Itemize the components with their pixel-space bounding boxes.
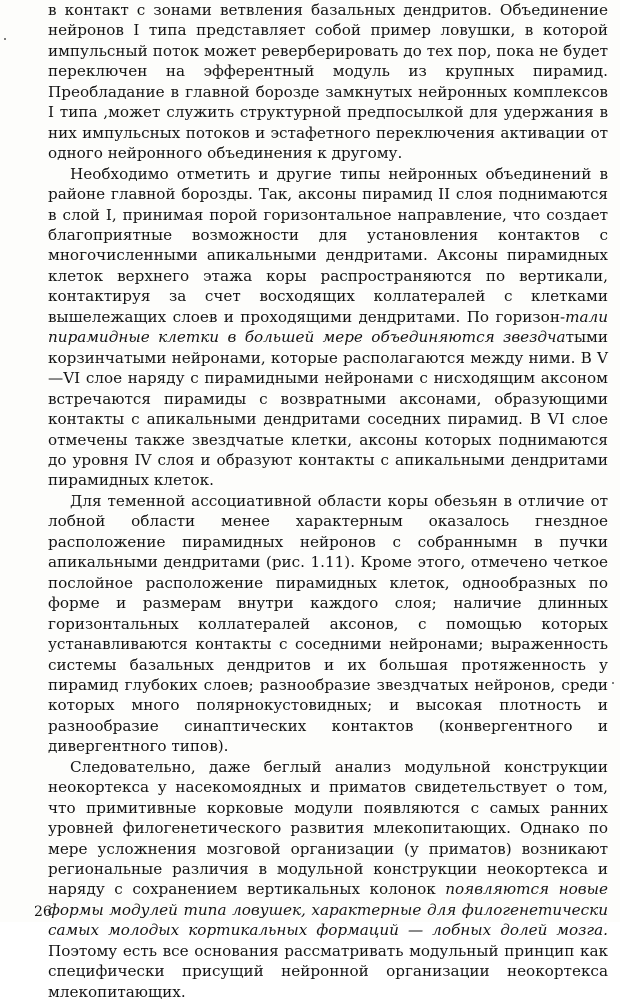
- paragraph-1: [48, 0, 608, 164]
- paragraph-2-text-b: тыми корзинчатыми нейронами, которые располагаются между ними. В V—VI слое наряду с пирамидными нейронами с нисходящим аксоном встречаются пирамиды с возвратными аксонами, образующими контакты с апикальными дендритами соседних пирамид. В VI слое отмечены также звездчатые клетки, аксоны которых поднимаются до уровня IV слоя и образуют контакты с апикальными дендритами пирамидных клеток.: [48, 328, 608, 490]
- paragraph-2-italic-text: тали пирамидные клетки в большей мере объединяются звездча: [48, 307, 608, 347]
- scan-speck: [4, 38, 6, 40]
- paragraph-4-text-a: Следовательно, даже беглый анализ модульной конструкции неокортекса у насекомоядных и приматов свидетельствует о том, что примитивные корковые модули появляются с самых ранних уровней филогенетического развития млекопитающих. Однако по мере усложнения мозговой организации (у приматов) возникают региональные различия в модульной конструкции неокортекса и наряду с сохранением вертикальных колонок: [48, 757, 608, 899]
- paragraph-2-text-a: Необходимо отметить и другие типы нейронных объединений в районе главной борозды. Так, аксоны пирамид II слоя поднимаются в слой I, принимая порой горизонтальное направление, что создает благоприятные возможности для установления контактов с многочисленными апикальными дендритами. Аксоны пирамидных клеток верхнего этажа коры распространяются по вертикали, контактируя за счет восходящих коллатералей с клетками вышележащих слоев и проходящими дендритами. По горизон-: [48, 164, 608, 326]
- scan-speck: [612, 682, 614, 684]
- paragraph-4: [48, 757, 608, 1002]
- paragraph-4-italic-text: появляются новые формы модулей типа ловушек, характерные для филогенетически самых молодых кортикальных формаций — лобных долей мозга.: [48, 880, 608, 940]
- paragraph-3-text: Для теменной ассоциативной области коры обезьян в отличие от лобной области менее характерным оказалось гнездное расположение пирамидных нейронов с собраннымн в пучки апикальными дендритами (рис. 1.11). Кроме этого, отмечено четкое послойное расположение пирамидных клеток, однообразных по форме и размерам внутри каждого слоя; наличие длинных горизонтальных коллатералей аксонов, с помощью которых устанавливаются контакты с соседними нейронами; выраженность системы базальных дендритов и их большая протяженность у пирамид глубоких слоев; разнообразие звездчатых нейронов, среди которых много полярнокустовидных; и высокая плотность и разнообразие синаптических контактов (конвергентного и дивергентного типов).: [48, 491, 608, 756]
- page-number: 26: [34, 904, 52, 920]
- body-text: [48, 0, 608, 1002]
- paragraph-3: [48, 491, 608, 757]
- paragraph-4-text-b: Поэтому есть все основания рассматривать модульный принцип как специфически присущий нейронной организации неокортекса млекопитающих.: [48, 941, 608, 1001]
- paragraph-1-text: в контакт с зонами ветвления базальных дендритов. Объединение нейронов I типа представляет собой пример ловушки, в которой импульсный поток может реверберировать до тех пор, пока не будет переключен на эфферентный модуль из крупных пирамид. Преобладание в главной борозде замкнутых нейронных комплексов I типа ,может служить структурной предпосылкой для удержания в них импульсных потоков и эстафетного переключения активации от одного нейронного объединения к другому.: [48, 1, 608, 163]
- paragraph-2: [48, 164, 608, 491]
